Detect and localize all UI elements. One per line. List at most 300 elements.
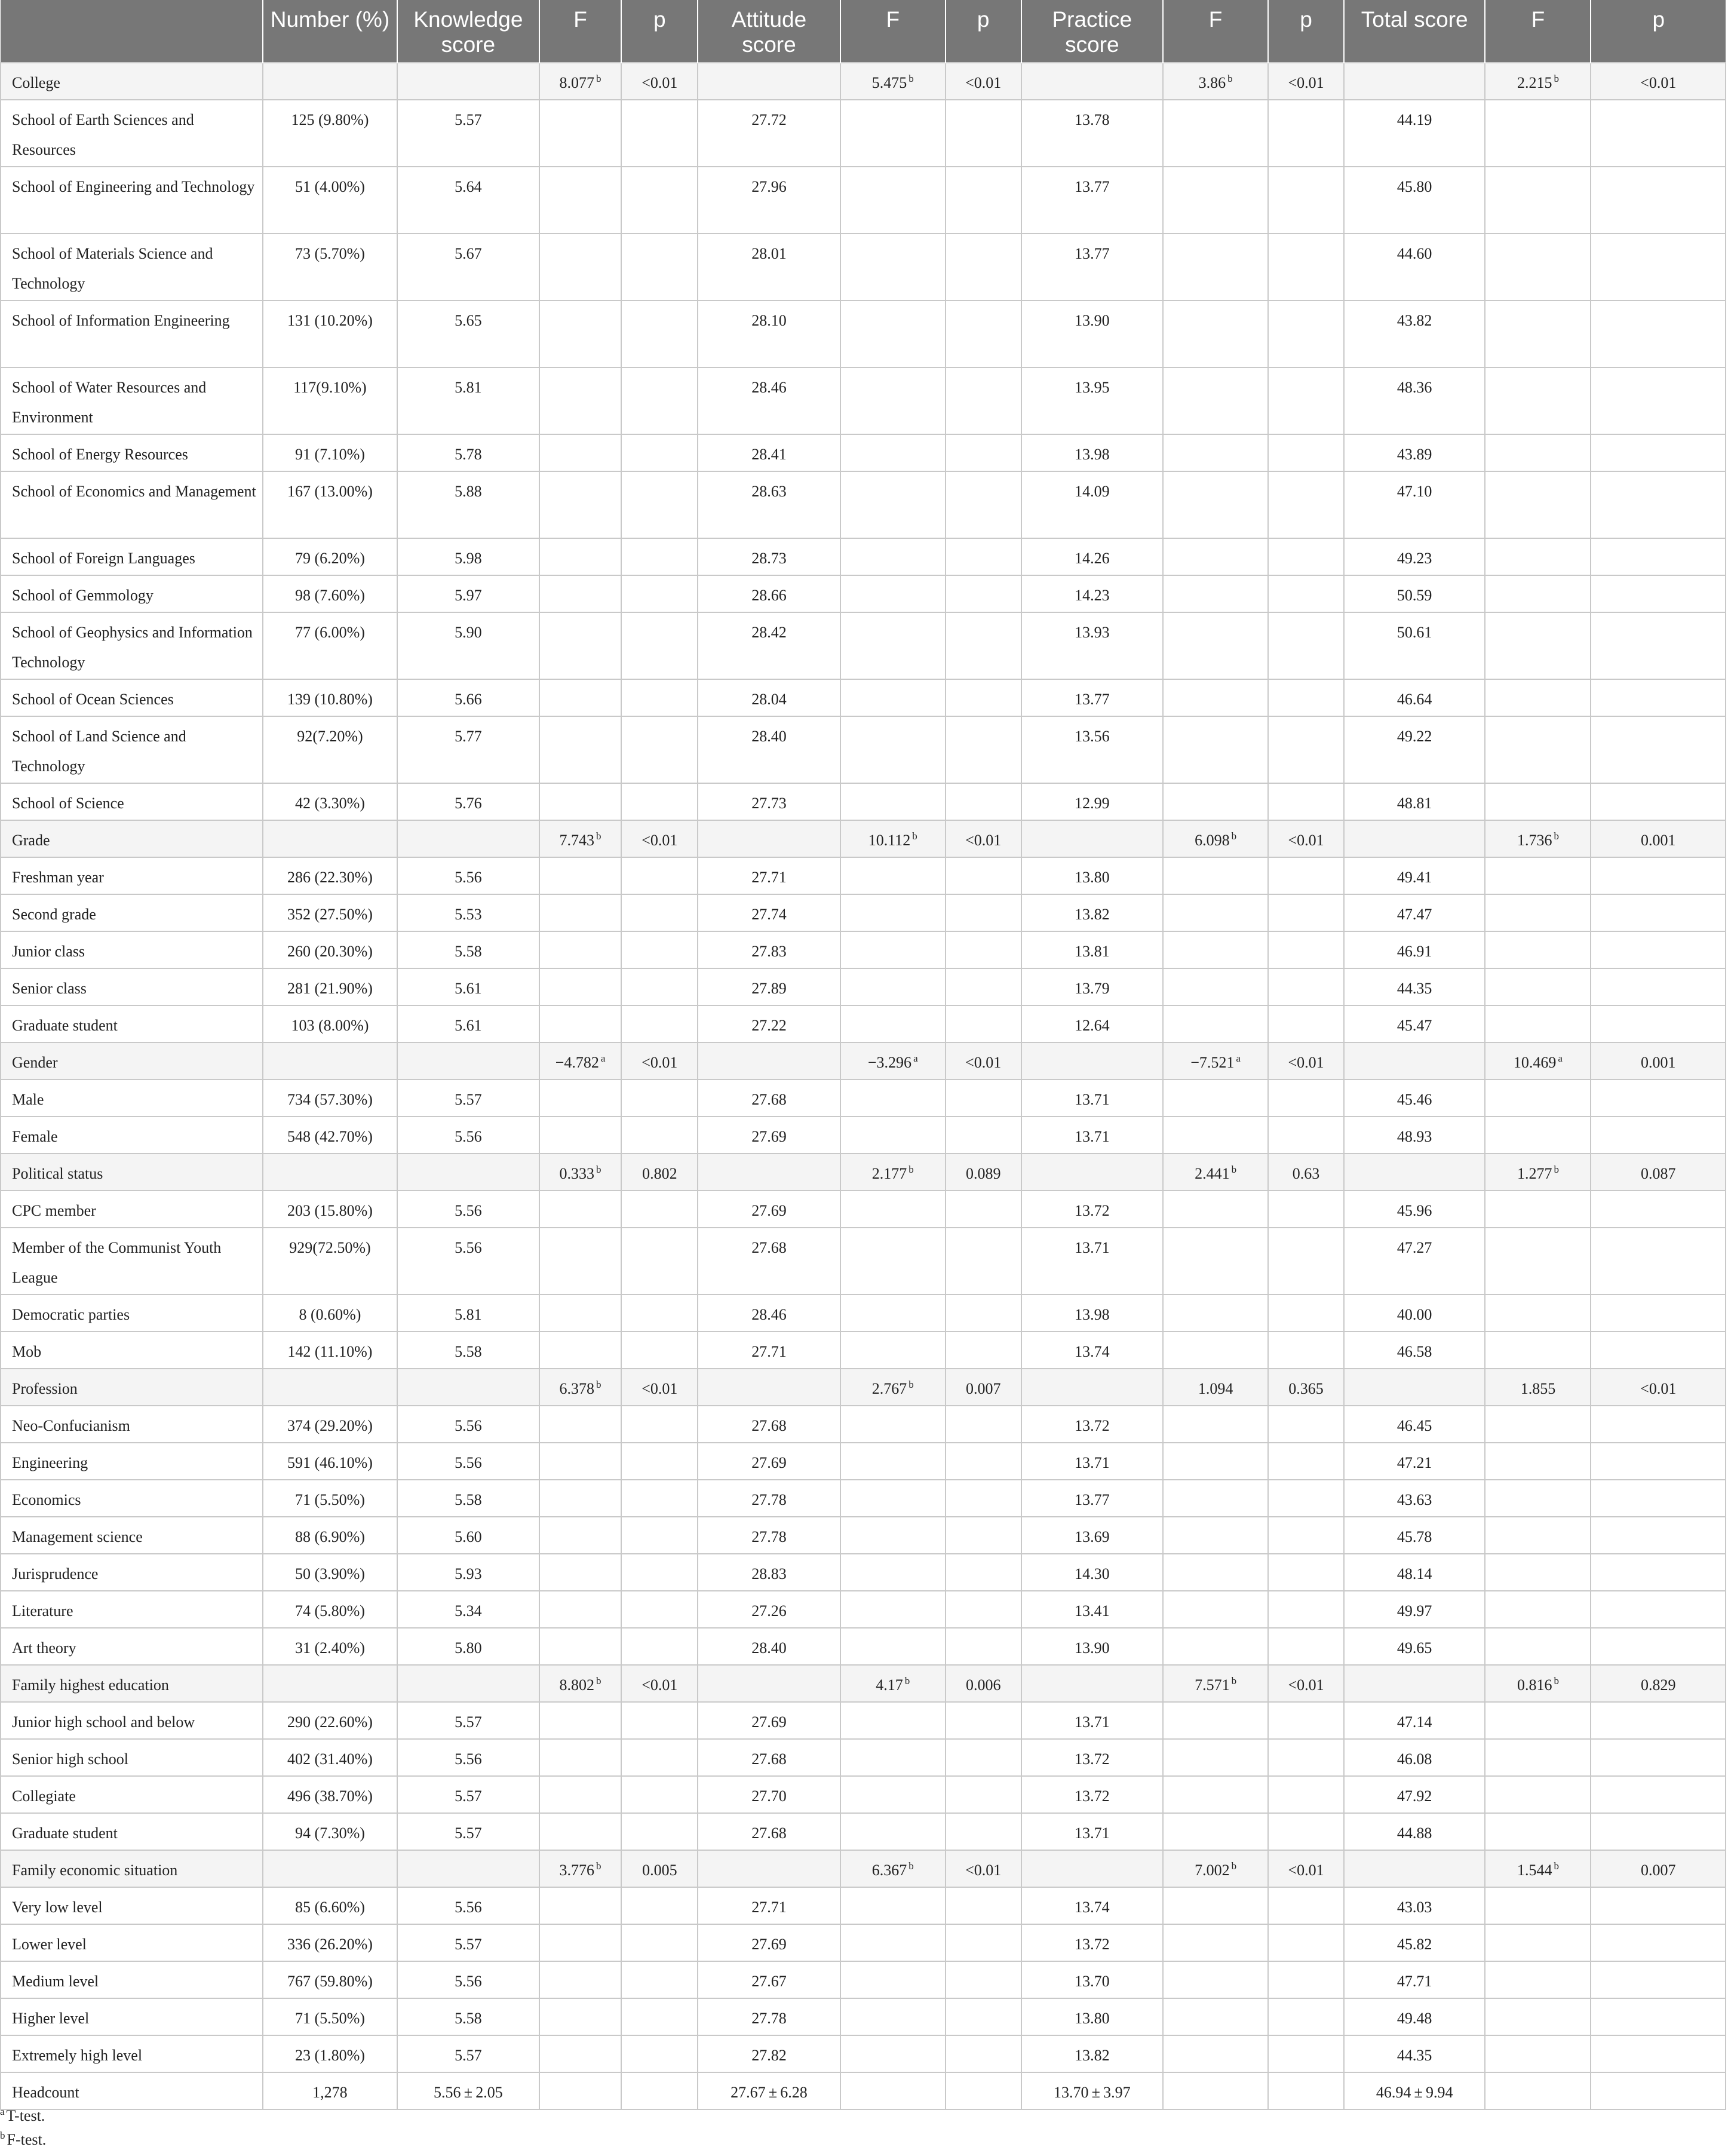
table-cell (621, 857, 698, 894)
table-cell (1021, 820, 1163, 857)
table-cell (698, 1591, 840, 1628)
table-cell (621, 2035, 698, 2072)
cell-value: Economics (12, 1491, 81, 1508)
footnote-text: F-test. (7, 2131, 47, 2148)
cell-value: 14.09 (1075, 483, 1110, 500)
table-row (1, 367, 1726, 434)
cell-value: 44.35 (1396, 980, 1432, 997)
cell-value: 5.34 (455, 1602, 482, 1620)
cell-value: 47.27 (1396, 1239, 1432, 1256)
table-cell (539, 1591, 622, 1628)
cell-value: Male (12, 1091, 44, 1108)
cell-value: <0.01 (965, 74, 1002, 91)
cell-value: 47.47 (1396, 906, 1432, 923)
table-cell (1344, 1005, 1485, 1042)
cell-value: 46.64 (1396, 691, 1432, 708)
table-cell (1268, 100, 1344, 167)
table-cell (263, 1924, 397, 1961)
cell-value: 13.80 (1075, 869, 1110, 886)
cell-value: 49.48 (1396, 2010, 1432, 2027)
cell-value: 43.89 (1396, 446, 1432, 463)
table-cell (1591, 100, 1726, 167)
table-cell (397, 1332, 539, 1369)
cell-value: 27.74 (751, 906, 787, 923)
table-cell (946, 234, 1021, 300)
table-cell (621, 1850, 698, 1887)
table-cell (1344, 2072, 1485, 2109)
table-cell (1485, 1998, 1591, 2035)
table-cell (946, 1591, 1021, 1628)
cell-value: 336 (26.20%) (287, 1936, 373, 1953)
table-cell (1591, 234, 1726, 300)
table-row (1, 894, 1726, 931)
footnote (0, 2131, 46, 2149)
table-cell (1268, 857, 1344, 894)
row-label (1, 1005, 263, 1042)
cell-value: 23 (1.80%) (294, 2047, 365, 2064)
table-cell (698, 2072, 840, 2109)
table-cell (1163, 931, 1268, 968)
table-cell (1344, 679, 1485, 716)
table-cell (539, 1850, 622, 1887)
row-label (1, 1295, 263, 1332)
table-cell (1268, 1924, 1344, 1961)
table-cell (1591, 783, 1726, 820)
table-cell (946, 1739, 1021, 1776)
table-cell (1485, 575, 1591, 612)
table-cell (263, 894, 397, 931)
cell-value: 45.47 (1396, 1017, 1432, 1034)
cell-value: 5.56 (455, 1239, 482, 1256)
table-cell (1344, 1554, 1485, 1591)
cell-value: 43.82 (1396, 312, 1432, 329)
cell-value: 13.95 (1075, 379, 1110, 396)
cell-value: Gender (12, 1054, 58, 1071)
table-cell (698, 1332, 840, 1369)
table-cell (698, 63, 840, 100)
table-group-row (1, 1850, 1726, 1887)
cell-value: 49.97 (1396, 1602, 1432, 1620)
cell-value: 12.99 (1075, 795, 1110, 812)
cell-value: 0.829 (1640, 1676, 1676, 1694)
table-cell (397, 1998, 539, 2035)
table-cell (1344, 1443, 1485, 1480)
table-cell (1344, 968, 1485, 1005)
table-cell (698, 1079, 840, 1117)
table-cell (946, 1776, 1021, 1813)
cell-value: Lower level (12, 1936, 87, 1953)
table-cell (698, 471, 840, 538)
table-cell (1163, 1079, 1268, 1117)
cell-value: 5.76 (455, 795, 482, 812)
cell-value: 13.71 (1075, 1824, 1110, 1842)
table-cell (840, 1154, 946, 1191)
table-cell (397, 857, 539, 894)
table-cell (1344, 1154, 1485, 1191)
table-cell (1485, 1665, 1591, 1702)
cell-value: 27.78 (751, 1528, 787, 1545)
row-label (1, 1850, 263, 1887)
table-cell (621, 1443, 698, 1480)
cell-value: 5.97 (455, 587, 482, 604)
table-cell (1591, 1887, 1726, 1924)
cell-value: Senior high school (12, 1750, 128, 1768)
cell-value: 45.82 (1396, 1936, 1432, 1953)
cell-value: 79 (6.20%) (294, 550, 365, 567)
table-cell (539, 1295, 622, 1332)
cell-value: 5.56 (455, 869, 482, 886)
header-cell: p (621, 0, 698, 63)
cell-value: 5.58 (455, 1491, 482, 1508)
table-cell (539, 1961, 622, 1998)
table-cell (1268, 538, 1344, 575)
table-row (1, 1406, 1726, 1443)
table-cell (840, 1332, 946, 1369)
cell-value: 1.544 (1517, 1861, 1552, 1879)
table-cell (946, 857, 1021, 894)
table-cell (1163, 63, 1268, 100)
table-cell (263, 1005, 397, 1042)
table-cell (397, 1776, 539, 1813)
table-cell (1344, 434, 1485, 471)
table-cell (946, 1005, 1021, 1042)
table-cell (1485, 820, 1591, 857)
table-cell (1163, 783, 1268, 820)
cell-value: 71 (5.50%) (294, 2010, 365, 2027)
cell-value: CPC member (12, 1202, 96, 1219)
cell-value: Political status (12, 1165, 103, 1182)
cell-value: 5.57 (455, 1936, 482, 1953)
table-cell (1344, 1665, 1485, 1702)
cell-value: 40.00 (1396, 1306, 1432, 1323)
table-cell (1344, 716, 1485, 783)
cell-value: 5.65 (455, 312, 482, 329)
table-cell (1268, 820, 1344, 857)
table-cell (1021, 471, 1163, 538)
table-cell (1591, 612, 1726, 679)
table-cell (621, 1332, 698, 1369)
table-cell (539, 1154, 622, 1191)
superscript-mark: b (1227, 73, 1233, 85)
table-cell (397, 1005, 539, 1042)
table-cell (263, 2035, 397, 2072)
table-cell (263, 1813, 397, 1850)
cell-value: <0.01 (642, 1054, 678, 1071)
cell-value: 13.72 (1075, 1417, 1110, 1434)
table-cell (263, 1406, 397, 1443)
table-cell (840, 575, 946, 612)
table-cell (840, 1591, 946, 1628)
table-cell (1344, 612, 1485, 679)
table-cell (539, 1998, 622, 2035)
table-cell (698, 1813, 840, 1850)
cell-value: 125 (9.80%) (291, 111, 369, 128)
cell-value: 0.365 (1288, 1380, 1324, 1397)
table-cell (1268, 716, 1344, 783)
table-cell (840, 1998, 946, 2035)
table-cell (1344, 1228, 1485, 1295)
cell-value: 13.82 (1075, 2047, 1110, 2064)
row-label (1, 1443, 263, 1480)
cell-value: 0.333 (559, 1165, 595, 1182)
cell-value: Mob (12, 1343, 42, 1360)
row-label (1, 1961, 263, 1998)
cell-value: 13.56 (1075, 728, 1110, 745)
table-cell (263, 1591, 397, 1628)
table-cell (397, 434, 539, 471)
cell-value: 14.26 (1075, 550, 1110, 567)
header-cell: Knowledge score (397, 0, 539, 63)
cell-value: 5.56 (455, 1750, 482, 1768)
cell-value: 46.58 (1396, 1343, 1432, 1360)
cell-value: 74 (5.80%) (294, 1602, 365, 1620)
footnote (0, 2107, 45, 2125)
cell-value: 77 (6.00%) (294, 624, 365, 641)
table-cell (1021, 1924, 1163, 1961)
table-row (1, 1628, 1726, 1665)
table-cell (1591, 1042, 1726, 1079)
cell-value: <0.01 (1640, 74, 1677, 91)
cell-value: Family economic situation (12, 1861, 178, 1879)
superscript-mark: b (1554, 830, 1559, 842)
cell-value: 5.67 (455, 245, 482, 262)
superscript-mark: b (912, 830, 917, 842)
cell-value: 5.93 (455, 1565, 482, 1583)
table-cell (840, 1295, 946, 1332)
table-cell (1591, 1228, 1726, 1295)
table-cell (840, 1554, 946, 1591)
table-cell (1021, 1628, 1163, 1665)
table-cell (1485, 1739, 1591, 1776)
cell-value: School of Geophysics and Information Technology (12, 624, 253, 671)
table-cell (946, 1961, 1021, 1998)
table-cell (621, 434, 698, 471)
row-label (1, 1813, 263, 1850)
table-cell (946, 1154, 1021, 1191)
table-row (1, 471, 1726, 538)
table-cell (1591, 471, 1726, 538)
cell-value: Graduate student (12, 1824, 118, 1842)
table-cell (539, 1191, 622, 1228)
cell-value: 27.71 (751, 1343, 787, 1360)
table-row (1, 1554, 1726, 1591)
cell-value: 10.469 (1513, 1054, 1557, 1071)
table-cell (1021, 1850, 1163, 1887)
table-cell (539, 857, 622, 894)
table-cell (698, 894, 840, 931)
table-cell (1485, 968, 1591, 1005)
cell-value: 7.743 (559, 832, 595, 849)
table-cell (1485, 2035, 1591, 2072)
cell-value: 3.776 (559, 1861, 595, 1879)
cell-value: 13.70 ± 3.97 (1053, 2084, 1131, 2101)
cell-value: 13.80 (1075, 2010, 1110, 2027)
table-cell (1021, 1887, 1163, 1924)
table-cell (397, 1228, 539, 1295)
cell-value: Neo-Confucianism (12, 1417, 130, 1434)
table-cell (1021, 1005, 1163, 1042)
cell-value: 103 (8.00%) (291, 1017, 369, 1034)
table-cell (1485, 1961, 1591, 1998)
table-cell (840, 1517, 946, 1554)
cell-value: 5.60 (455, 1528, 482, 1545)
superscript-mark: b (596, 1164, 601, 1176)
table-cell (1021, 679, 1163, 716)
table-row (1, 679, 1726, 716)
table-cell (1268, 1591, 1344, 1628)
cell-value: 45.80 (1396, 178, 1432, 195)
table-cell (1268, 167, 1344, 234)
cell-value: 47.21 (1396, 1454, 1432, 1471)
table-cell (1591, 716, 1726, 783)
table-cell (1344, 1850, 1485, 1887)
table-cell (1485, 1702, 1591, 1739)
table-row (1, 857, 1726, 894)
table-cell (1591, 1554, 1726, 1591)
table-cell (397, 1702, 539, 1739)
table-cell (946, 1628, 1021, 1665)
table-cell (397, 820, 539, 857)
table-cell (1485, 1228, 1591, 1295)
row-label (1, 300, 263, 367)
table-cell (1163, 1998, 1268, 2035)
table-cell (1344, 783, 1485, 820)
table-cell (698, 1295, 840, 1332)
table-cell (1021, 2072, 1163, 2109)
table-cell (539, 434, 622, 471)
cell-value: 27.73 (751, 795, 787, 812)
table-cell (1591, 300, 1726, 367)
table-row (1, 100, 1726, 167)
superscript-mark: b (1554, 1164, 1559, 1176)
table-cell (946, 1369, 1021, 1406)
superscript-mark: b (596, 73, 601, 85)
table-cell (1268, 1005, 1344, 1042)
table-cell (698, 575, 840, 612)
row-label (1, 1517, 263, 1554)
table-cell (621, 1591, 698, 1628)
table-cell (397, 100, 539, 167)
table-cell (698, 783, 840, 820)
table-cell (946, 1850, 1021, 1887)
cell-value: 5.61 (455, 1017, 482, 1034)
table-cell (621, 1228, 698, 1295)
table-cell (1485, 1887, 1591, 1924)
table-cell (1163, 1850, 1268, 1887)
table-cell (946, 783, 1021, 820)
table-cell (263, 100, 397, 167)
table-cell (1021, 716, 1163, 783)
table-cell (1268, 234, 1344, 300)
table-cell (946, 1813, 1021, 1850)
cell-value: 28.46 (751, 379, 787, 396)
table-cell (1485, 300, 1591, 367)
cell-value: 28.63 (751, 483, 787, 500)
table-cell (397, 1480, 539, 1517)
cell-value: School of Materials Science and Technology (12, 245, 213, 292)
table-cell (1163, 1628, 1268, 1665)
table-cell (263, 1295, 397, 1332)
cell-value: 13.72 (1075, 1750, 1110, 1768)
table-cell (1485, 1406, 1591, 1443)
table-cell (1485, 471, 1591, 538)
table-cell (397, 2072, 539, 2109)
cell-value: 49.65 (1396, 1639, 1432, 1657)
cell-value: <0.01 (1288, 1676, 1324, 1694)
table-cell (698, 1554, 840, 1591)
cell-value: 44.35 (1396, 2047, 1432, 2064)
table-cell (1268, 1332, 1344, 1369)
cell-value: 3.86 (1198, 74, 1226, 91)
cell-value: 5.58 (455, 1343, 482, 1360)
table-cell (1268, 1117, 1344, 1154)
table-cell (621, 1295, 698, 1332)
table-cell (621, 300, 698, 367)
table-group-row (1, 1665, 1726, 1702)
table-cell (1163, 1406, 1268, 1443)
table-cell (1021, 1739, 1163, 1776)
table-cell (1344, 1924, 1485, 1961)
table-cell (1344, 1961, 1485, 1998)
cell-value: 94 (7.30%) (294, 1824, 365, 1842)
table-cell (1485, 1117, 1591, 1154)
table-row (1, 1517, 1726, 1554)
table-cell (1163, 716, 1268, 783)
table-cell (840, 679, 946, 716)
table-cell (621, 716, 698, 783)
table-cell (946, 471, 1021, 538)
table-cell (1268, 1295, 1344, 1332)
cell-value: 5.53 (455, 906, 482, 923)
table-cell (1485, 931, 1591, 968)
table-cell (397, 2035, 539, 2072)
table-cell (1344, 1776, 1485, 1813)
cell-value: 28.10 (751, 312, 787, 329)
table-cell (263, 1628, 397, 1665)
cell-value: 5.64 (455, 178, 482, 195)
table-cell (263, 575, 397, 612)
table-cell (698, 1628, 840, 1665)
cell-value: 13.72 (1075, 1936, 1110, 1953)
table-cell (1591, 1961, 1726, 1998)
table-cell (698, 1776, 840, 1813)
table-cell (698, 1228, 840, 1295)
table-cell (539, 1887, 622, 1924)
cell-value: School of Economics and Management (12, 483, 256, 500)
table-cell (1591, 1443, 1726, 1480)
table-cell (1485, 1369, 1591, 1406)
cell-value: <0.01 (965, 1054, 1002, 1071)
cell-value: 27.71 (751, 1899, 787, 1916)
table-cell (1485, 367, 1591, 434)
table-cell (263, 300, 397, 367)
cell-value: 13.71 (1075, 1128, 1110, 1145)
table-cell (1485, 1850, 1591, 1887)
row-label (1, 1332, 263, 1369)
table-cell (1344, 1887, 1485, 1924)
cell-value: 47.92 (1396, 1787, 1432, 1805)
cell-value: Second grade (12, 906, 96, 923)
table-cell (397, 1191, 539, 1228)
table-cell (1163, 434, 1268, 471)
table-cell (1344, 538, 1485, 575)
cell-value: Member of the Communist Youth League (12, 1239, 222, 1286)
table-row (1, 2035, 1726, 2072)
table-cell (698, 820, 840, 857)
table-cell (1021, 1776, 1163, 1813)
table-group-row (1, 63, 1726, 100)
table-cell (397, 1850, 539, 1887)
